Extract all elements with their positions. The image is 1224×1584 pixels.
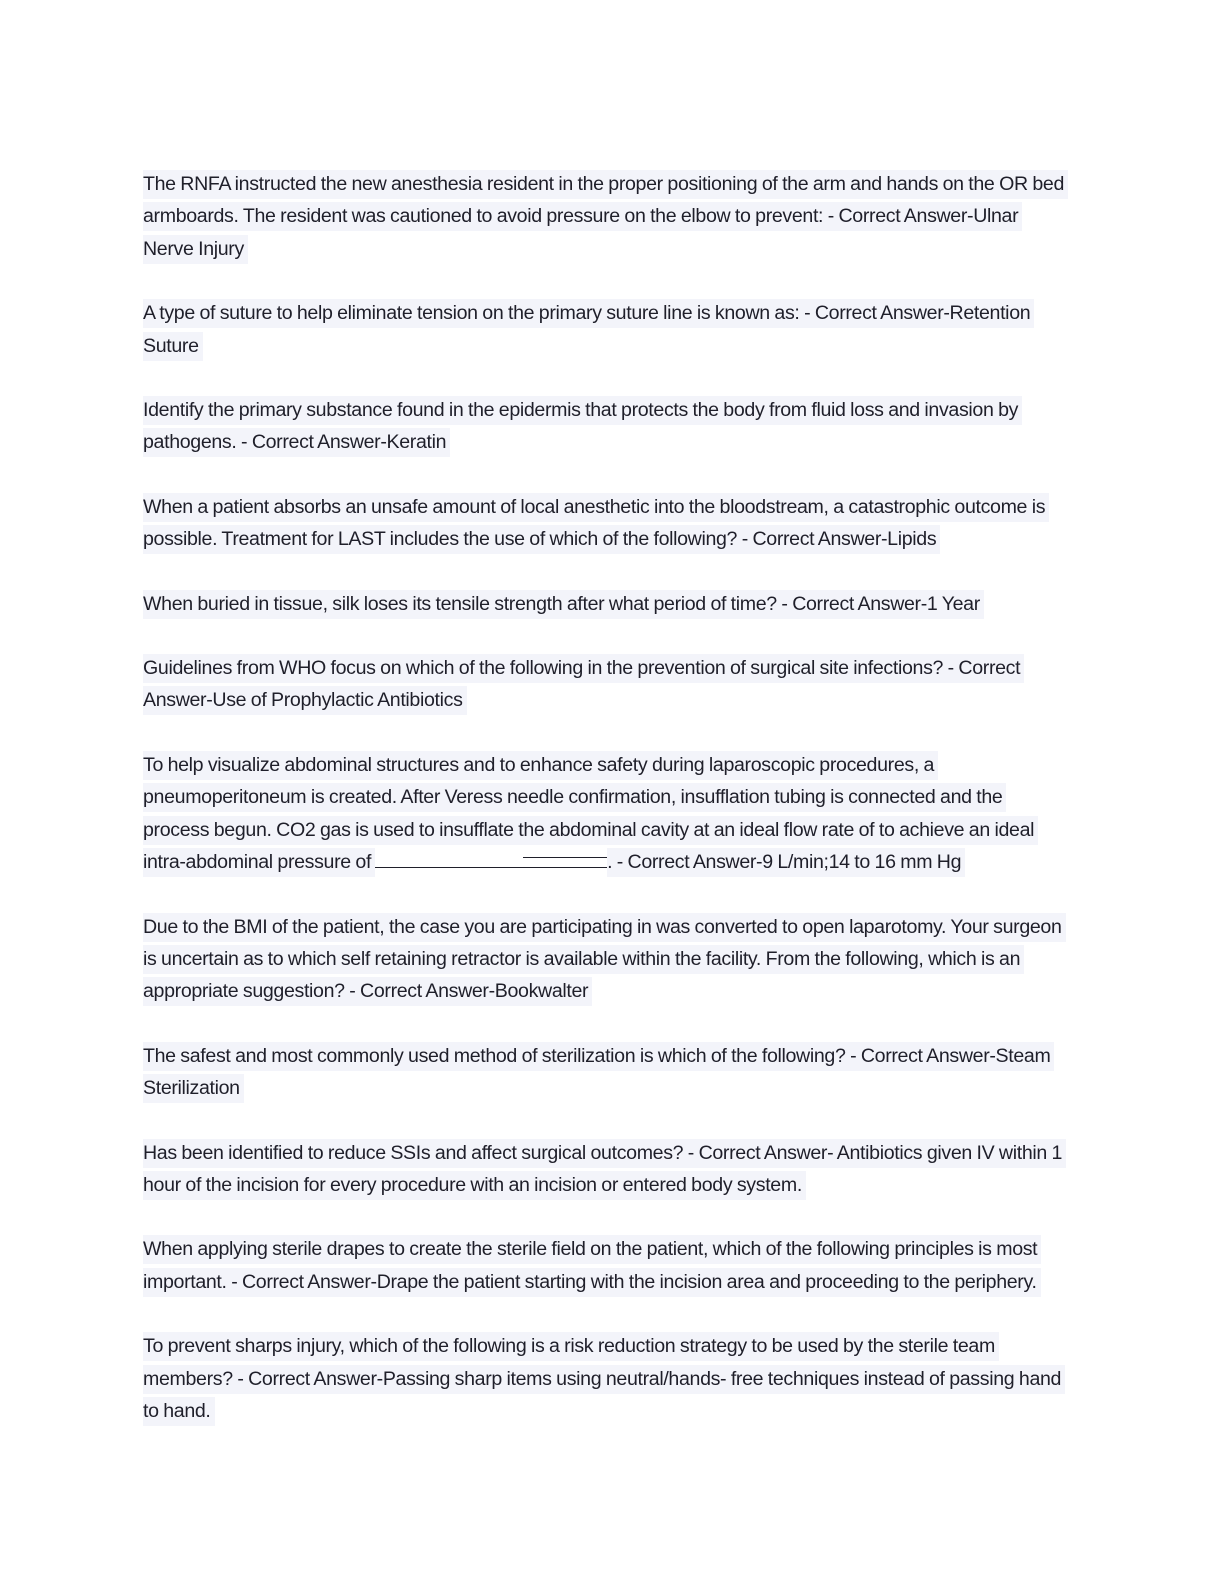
qa-item-silk — [143, 588, 1073, 620]
qa-text: To prevent sharps injury, which of the following is a risk reduction strategy to be used by the sterile team members? - Correct Answer-Passing sharp items using neutral/hands- free techniques instead of passing hand to hand. — [143, 1332, 1065, 1426]
qa-text: Due to the BMI of the patient, the case you are participating in was converted to open laparotomy. Your surgeon is uncertain as to which self retaining retractor is available within the facility. From the following, which is an appropriate suggestion? - Correct Answer-Bookwalter — [143, 913, 1066, 1007]
qa-item-steam-sterilization — [143, 1040, 1073, 1105]
qa-item-pneumoperitoneum — [143, 749, 1073, 879]
qa-text: The safest and most commonly used method of sterilization is which of the following? - Correct Answer-Steam Sterilization — [143, 1042, 1054, 1103]
qa-text: When a patient absorbs an unsafe amount of local anesthetic into the bloodstream, a catastrophic outcome is possible. Treatment for LAST includes the use of which of the following? - Correct Answer-Lipids — [143, 493, 1049, 554]
qa-text: The RNFA instructed the new anesthesia resident in the proper positioning of the arm and hands on the OR bed armboards. The resident was cautioned to avoid pressure on the elbow to prevent: - Correct Answer-Ulnar Nerve Injury — [143, 170, 1068, 264]
qa-text-after-blank: . - Correct Answer-9 L/min;14 to 16 mm Hg — [607, 848, 965, 877]
qa-text: Identify the primary substance found in the epidermis that protects the body from fluid loss and invasion by pathogens. - Correct Answer-Keratin — [143, 396, 1022, 457]
qa-item-antibiotics — [143, 1137, 1073, 1202]
qa-item-keratin — [143, 394, 1073, 459]
qa-item-who-guidelines — [143, 652, 1073, 717]
qa-text-before-blank: To help visualize abdominal structures and to enhance safety during laparoscopic procedures, a pneumoperitoneum is created. After Veress needle confirmation, insufflation tubing is connected and the process begun. CO2 gas is used to insufflate the abdominal cavity at an ideal flow rate of to achieve an ideal intra-abdominal pressure of — [143, 751, 1038, 877]
qa-text: A type of suture to help eliminate tension on the primary suture line is known as: - Correct Answer-Retention Suture — [143, 299, 1034, 360]
qa-text: Guidelines from WHO focus on which of the following in the prevention of surgical site infections? - Correct Answer-Use of Prophylactic Antibiotics — [143, 654, 1024, 715]
qa-item-lipids — [143, 491, 1073, 556]
document-page — [143, 168, 1073, 1459]
qa-item-sharps-injury — [143, 1330, 1073, 1427]
qa-item-sterile-drapes — [143, 1233, 1073, 1298]
qa-text: Has been identified to reduce SSIs and affect surgical outcomes? - Correct Answer- Antibiotics given IV within 1 hour of the incision for every procedure with an incision or entered body system. — [143, 1139, 1066, 1200]
qa-item-bookwalter — [143, 911, 1073, 1008]
qa-item-ulnar-nerve — [143, 168, 1073, 265]
fill-in-blank-line — [375, 855, 607, 868]
qa-text: When buried in tissue, silk loses its tensile strength after what period of time? - Correct Answer-1 Year — [143, 590, 984, 619]
qa-text: When applying sterile drapes to create the sterile field on the patient, which of the following principles is most important. - Correct Answer-Drape the patient starting with the incision area and proceeding to the periphery. — [143, 1235, 1041, 1296]
qa-item-retention-suture — [143, 297, 1073, 362]
